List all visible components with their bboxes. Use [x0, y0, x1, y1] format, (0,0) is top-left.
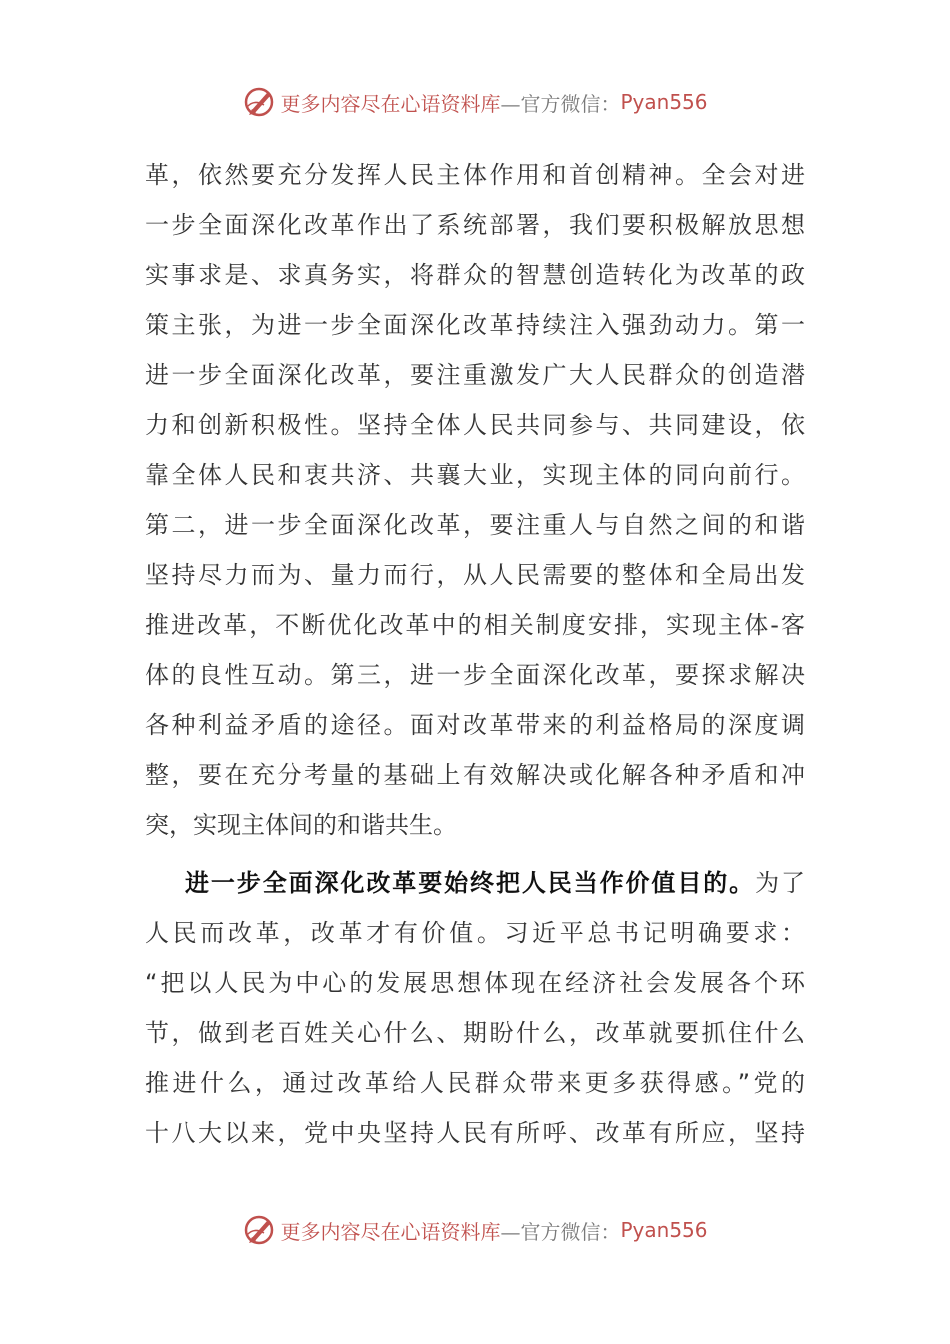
text-line: 各种利益矛盾的途径。面对改革带来的利益格局的深度调: [145, 711, 805, 739]
text-line: 推进改革，不断优化改革中的相关制度安排，实现主体-客: [145, 611, 805, 639]
footer-site-name: 更多内容尽在心语资料库: [280, 1219, 501, 1244]
text-line: [145, 858, 805, 908]
footer-text: [280, 1216, 707, 1245]
text-line: 第二，进一步全面深化改革，要注重人与自然之间的和谐: [145, 511, 805, 539]
text-line: 进一步全面深化改革，要注重激发广大人民群众的创造潜: [145, 361, 805, 389]
text-line: 一步全面深化改革作出了系统部署，我们要积极解放思想: [145, 211, 805, 239]
paragraph-1: [145, 150, 805, 850]
text-line: 实事求是、求真务实，将群众的智慧创造转化为改革的政: [145, 261, 805, 289]
pen-logo-icon: [242, 1213, 276, 1247]
text-line: “把以人民为中心的发展思想体现在经济社会发展各个环: [145, 969, 805, 997]
footer-banner: [0, 1210, 950, 1250]
footer-wechat-label: —官方微信：: [500, 1219, 621, 1244]
text-line: 节，做到老百姓关心什么、期盼什么，改革就要抓住什么: [145, 1019, 805, 1047]
text-line: 十八大以来，党中央坚持人民有所呼、改革有所应，坚持: [145, 1119, 805, 1147]
header-wechat-id: Pyan556: [620, 90, 708, 114]
text-line: 策主张，为进一步全面深化改革持续注入强劲动力。第一: [145, 311, 805, 339]
document-body: [145, 150, 805, 1158]
text-line: 革，依然要充分发挥人民主体作用和首创精神。全会对进: [145, 161, 805, 189]
pen-logo-icon: [242, 85, 276, 119]
text-span: 为了: [755, 869, 805, 897]
text-line: 力和创新积极性。坚持全体人民共同参与、共同建设，依: [145, 411, 805, 439]
paragraph-2: [145, 858, 805, 1158]
header-text: [280, 88, 707, 117]
text-line: 整，要在充分考量的基础上有效解决或化解各种矛盾和冲: [145, 761, 805, 789]
text-line: 人民而改革，改革才有价值。习近平总书记明确要求：: [145, 919, 805, 947]
paragraph-heading: 进一步全面深化改革要始终把人民当作价值目的。: [185, 869, 756, 897]
header-banner: [0, 82, 950, 122]
header-site-name: 更多内容尽在心语资料库: [280, 91, 501, 116]
text-line: 坚持尽力而为、量力而行，从人民需要的整体和全局出发: [145, 561, 805, 589]
text-line: 靠全体人民和衷共济、共襄大业，实现主体的同向前行。: [145, 461, 805, 489]
text-line: 突，实现主体间的和谐共生。: [145, 811, 457, 839]
footer-wechat-id: Pyan556: [620, 1218, 708, 1242]
text-line: 推进什么，通过改革给人民群众带来更多获得感。”党的: [145, 1069, 805, 1097]
header-wechat-label: —官方微信：: [500, 91, 621, 116]
text-line: 体的良性互动。第三，进一步全面深化改革，要探求解决: [145, 661, 805, 689]
